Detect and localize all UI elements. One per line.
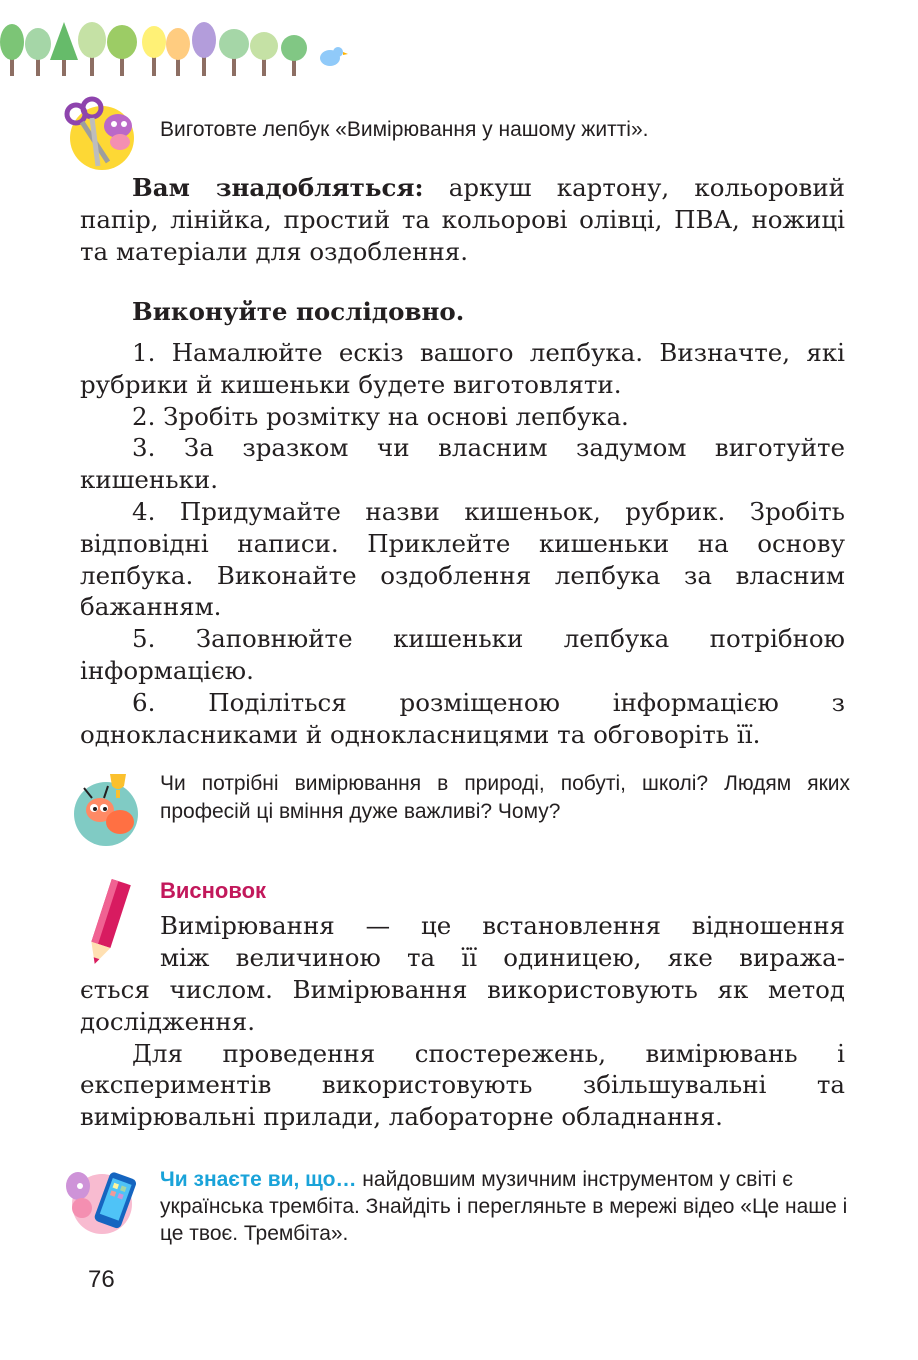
steps-list — [80, 337, 845, 750]
steps-title-block — [80, 296, 845, 328]
materials-text: аркуш картону, кольоровий папір, лінійка, простий та кольорові олівці, ПВА, ножиці та матеріали для оздоблення. — [80, 173, 846, 266]
scissors-butterfly-icon — [62, 96, 142, 176]
step-item: 6. Поділіться розміщеною інформацією з однокласниками й однокласницями та обговоріть її. — [80, 687, 845, 749]
did-you-know-text: найдовшим музичним інструментом у світі є українська трембіта. Знайдіть і перегляньте в мережі відео «Це наше і це твоє. Трембіта». — [160, 1168, 848, 1245]
step-item: 1. Намалюйте ескіз вашого лепбука. Визначте, які рубрики й кишеньки будете виготовляти. — [80, 338, 845, 399]
did-you-know-lead: Чи знаєте ви, що… — [160, 1168, 357, 1191]
steps-title: Виконуйте послідовно. — [132, 297, 465, 326]
step-item: 5. Заповнюйте кишеньки лепбука потрібною інформацією. — [80, 624, 845, 685]
page-number: 76 — [88, 1266, 115, 1293]
conclusion-line-2: між величиною та її одиницею, яке виража- — [160, 943, 845, 972]
trees-banner-icon — [0, 0, 360, 90]
task-instruction: Виготовте лепбук «Вимірювання у нашому житті». — [160, 118, 649, 141]
step-item: 2. Зробіть розмітку на основі лепбука. — [132, 401, 629, 431]
step-item: 4. Придумайте назви кишеньок, рубрик. Зробіть відповідні написи. Приклейте кишеньки на основу лепбука. Виконайте оздоблення лепбука за власним бажанням. — [80, 496, 845, 622]
conclusion-body — [80, 974, 845, 1133]
conclusion-title: Висновок — [160, 878, 267, 903]
butterfly-phone-icon — [62, 1160, 142, 1240]
step-item: 3. За зразком чи власним задумом виготуйте кишеньки. — [80, 433, 845, 495]
materials-label: Вам знадобляться: — [132, 173, 424, 202]
pencil-icon — [80, 876, 136, 970]
did-you-know-paragraph — [160, 1166, 850, 1247]
ant-trophy-icon — [70, 770, 150, 850]
materials-paragraph — [80, 172, 845, 267]
conclusion-paragraph-2: Для проведення спостережень, вимірювань і експериментів використовують збільшувальні та вимірювальні прилади, лабораторне обладнання. — [80, 1038, 845, 1132]
conclusion-line-1: Вимірювання — це встановлення відношення — [160, 911, 845, 940]
conclusion-continuation: ється числом. Вимірювання використовують як метод дослідження. — [80, 975, 845, 1036]
discussion-question: Чи потрібні вимірювання в природі, побуті, школі? Людям яких професій ці вміння дуже важливі? Чому? — [160, 772, 850, 823]
